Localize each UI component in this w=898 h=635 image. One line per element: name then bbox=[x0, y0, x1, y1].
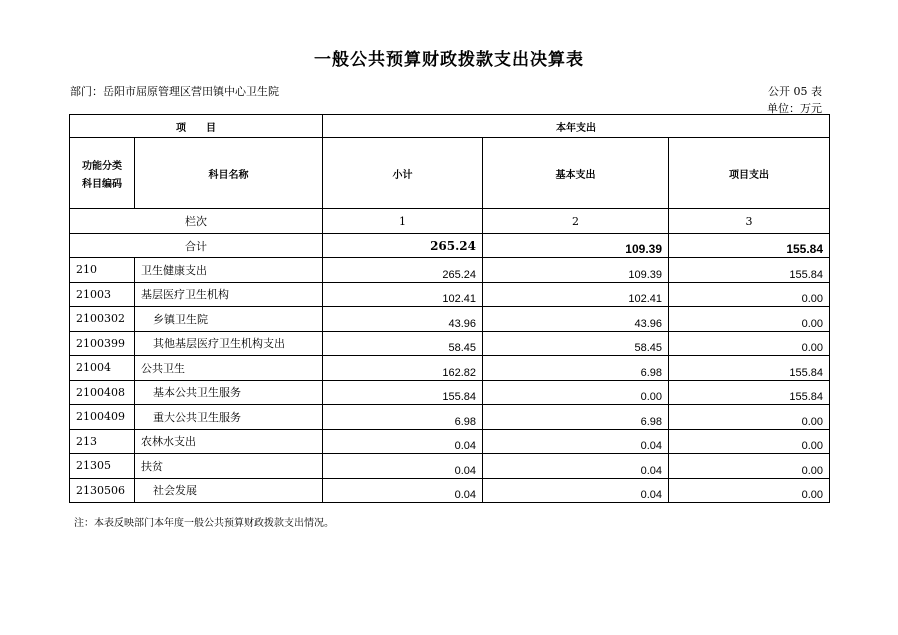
row-subtotal: 102.41 bbox=[323, 282, 483, 307]
row-subtotal: 162.82 bbox=[323, 356, 483, 381]
row-name: 农林水支出 bbox=[135, 429, 323, 454]
header-project: 项目支出 bbox=[669, 138, 830, 209]
header-code-line2: 科目编码 bbox=[82, 178, 122, 190]
table-row bbox=[70, 356, 830, 381]
page-title: 一般公共预算财政拨款支出决算表 bbox=[314, 50, 584, 70]
col-index-2: 2 bbox=[483, 209, 669, 234]
header-current-year: 本年支出 bbox=[323, 115, 830, 138]
row-code: 2100302 bbox=[70, 307, 135, 332]
department-label: 部门：岳阳市屈原管理区营田镇中心卫生院 bbox=[70, 85, 279, 98]
row-subtotal: 6.98 bbox=[323, 405, 483, 430]
row-name: 基层医疗卫生机构 bbox=[135, 282, 323, 307]
table-row bbox=[70, 258, 830, 283]
row-project: 155.84 bbox=[669, 258, 830, 283]
row-name: 乡镇卫生院 bbox=[135, 307, 323, 332]
col-index-3: 3 bbox=[669, 209, 830, 234]
row-project: 0.00 bbox=[669, 478, 830, 503]
col-index-1: 1 bbox=[323, 209, 483, 234]
row-project: 155.84 bbox=[669, 380, 830, 405]
row-subtotal: 0.04 bbox=[323, 429, 483, 454]
row-basic: 0.04 bbox=[483, 454, 669, 479]
row-basic: 58.45 bbox=[483, 331, 669, 356]
row-project: 0.00 bbox=[669, 429, 830, 454]
table-row bbox=[70, 282, 830, 307]
table-row bbox=[70, 380, 830, 405]
table-row bbox=[70, 307, 830, 332]
row-basic: 43.96 bbox=[483, 307, 669, 332]
row-name: 其他基层医疗卫生机构支出 bbox=[135, 331, 323, 356]
header-item: 项 目 bbox=[70, 115, 323, 138]
total-subtotal: 265.24 bbox=[323, 234, 483, 258]
row-code: 213 bbox=[70, 429, 135, 454]
row-basic: 0.04 bbox=[483, 429, 669, 454]
row-code: 2100408 bbox=[70, 380, 135, 405]
table-row bbox=[70, 429, 830, 454]
row-subtotal: 265.24 bbox=[323, 258, 483, 283]
col-index-label: 栏次 bbox=[70, 209, 323, 234]
row-basic: 0.04 bbox=[483, 478, 669, 503]
table-row bbox=[70, 405, 830, 430]
total-label: 合计 bbox=[70, 234, 323, 258]
header-subtotal: 小计 bbox=[323, 138, 483, 209]
table-row bbox=[70, 454, 830, 479]
row-name: 扶贫 bbox=[135, 454, 323, 479]
total-basic: 109.39 bbox=[483, 234, 669, 258]
header-basic: 基本支出 bbox=[483, 138, 669, 209]
row-code: 2100399 bbox=[70, 331, 135, 356]
form-number: 公开 05 表 bbox=[768, 85, 822, 98]
row-subtotal: 58.45 bbox=[323, 331, 483, 356]
row-project: 0.00 bbox=[669, 307, 830, 332]
row-subtotal: 155.84 bbox=[323, 380, 483, 405]
row-code: 2100409 bbox=[70, 405, 135, 430]
total-project: 155.84 bbox=[669, 234, 830, 258]
header-code-line1: 功能分类 bbox=[82, 160, 122, 172]
row-project: 0.00 bbox=[669, 331, 830, 356]
table-row bbox=[70, 478, 830, 503]
row-subtotal: 0.04 bbox=[323, 478, 483, 503]
row-code: 21004 bbox=[70, 356, 135, 381]
unit-label: 单位：万元 bbox=[767, 102, 822, 115]
header-name: 科目名称 bbox=[135, 138, 323, 209]
row-code: 21305 bbox=[70, 454, 135, 479]
row-project: 155.84 bbox=[669, 356, 830, 381]
row-basic: 109.39 bbox=[483, 258, 669, 283]
row-name: 基本公共卫生服务 bbox=[135, 380, 323, 405]
row-name: 公共卫生 bbox=[135, 356, 323, 381]
row-basic: 102.41 bbox=[483, 282, 669, 307]
row-project: 0.00 bbox=[669, 282, 830, 307]
row-basic: 0.00 bbox=[483, 380, 669, 405]
row-code: 21003 bbox=[70, 282, 135, 307]
row-subtotal: 43.96 bbox=[323, 307, 483, 332]
row-basic: 6.98 bbox=[483, 405, 669, 430]
row-code: 2130506 bbox=[70, 478, 135, 503]
row-project: 0.00 bbox=[669, 405, 830, 430]
row-name: 社会发展 bbox=[135, 478, 323, 503]
row-project: 0.00 bbox=[669, 454, 830, 479]
row-basic: 6.98 bbox=[483, 356, 669, 381]
row-name: 卫生健康支出 bbox=[135, 258, 323, 283]
table-row bbox=[70, 331, 830, 356]
row-name: 重大公共卫生服务 bbox=[135, 405, 323, 430]
footnote: 注：本表反映部门本年度一般公共预算财政拨款支出情况。 bbox=[74, 518, 334, 529]
header-code bbox=[70, 138, 135, 209]
row-subtotal: 0.04 bbox=[323, 454, 483, 479]
expenditure-table bbox=[69, 114, 830, 503]
row-code: 210 bbox=[70, 258, 135, 283]
